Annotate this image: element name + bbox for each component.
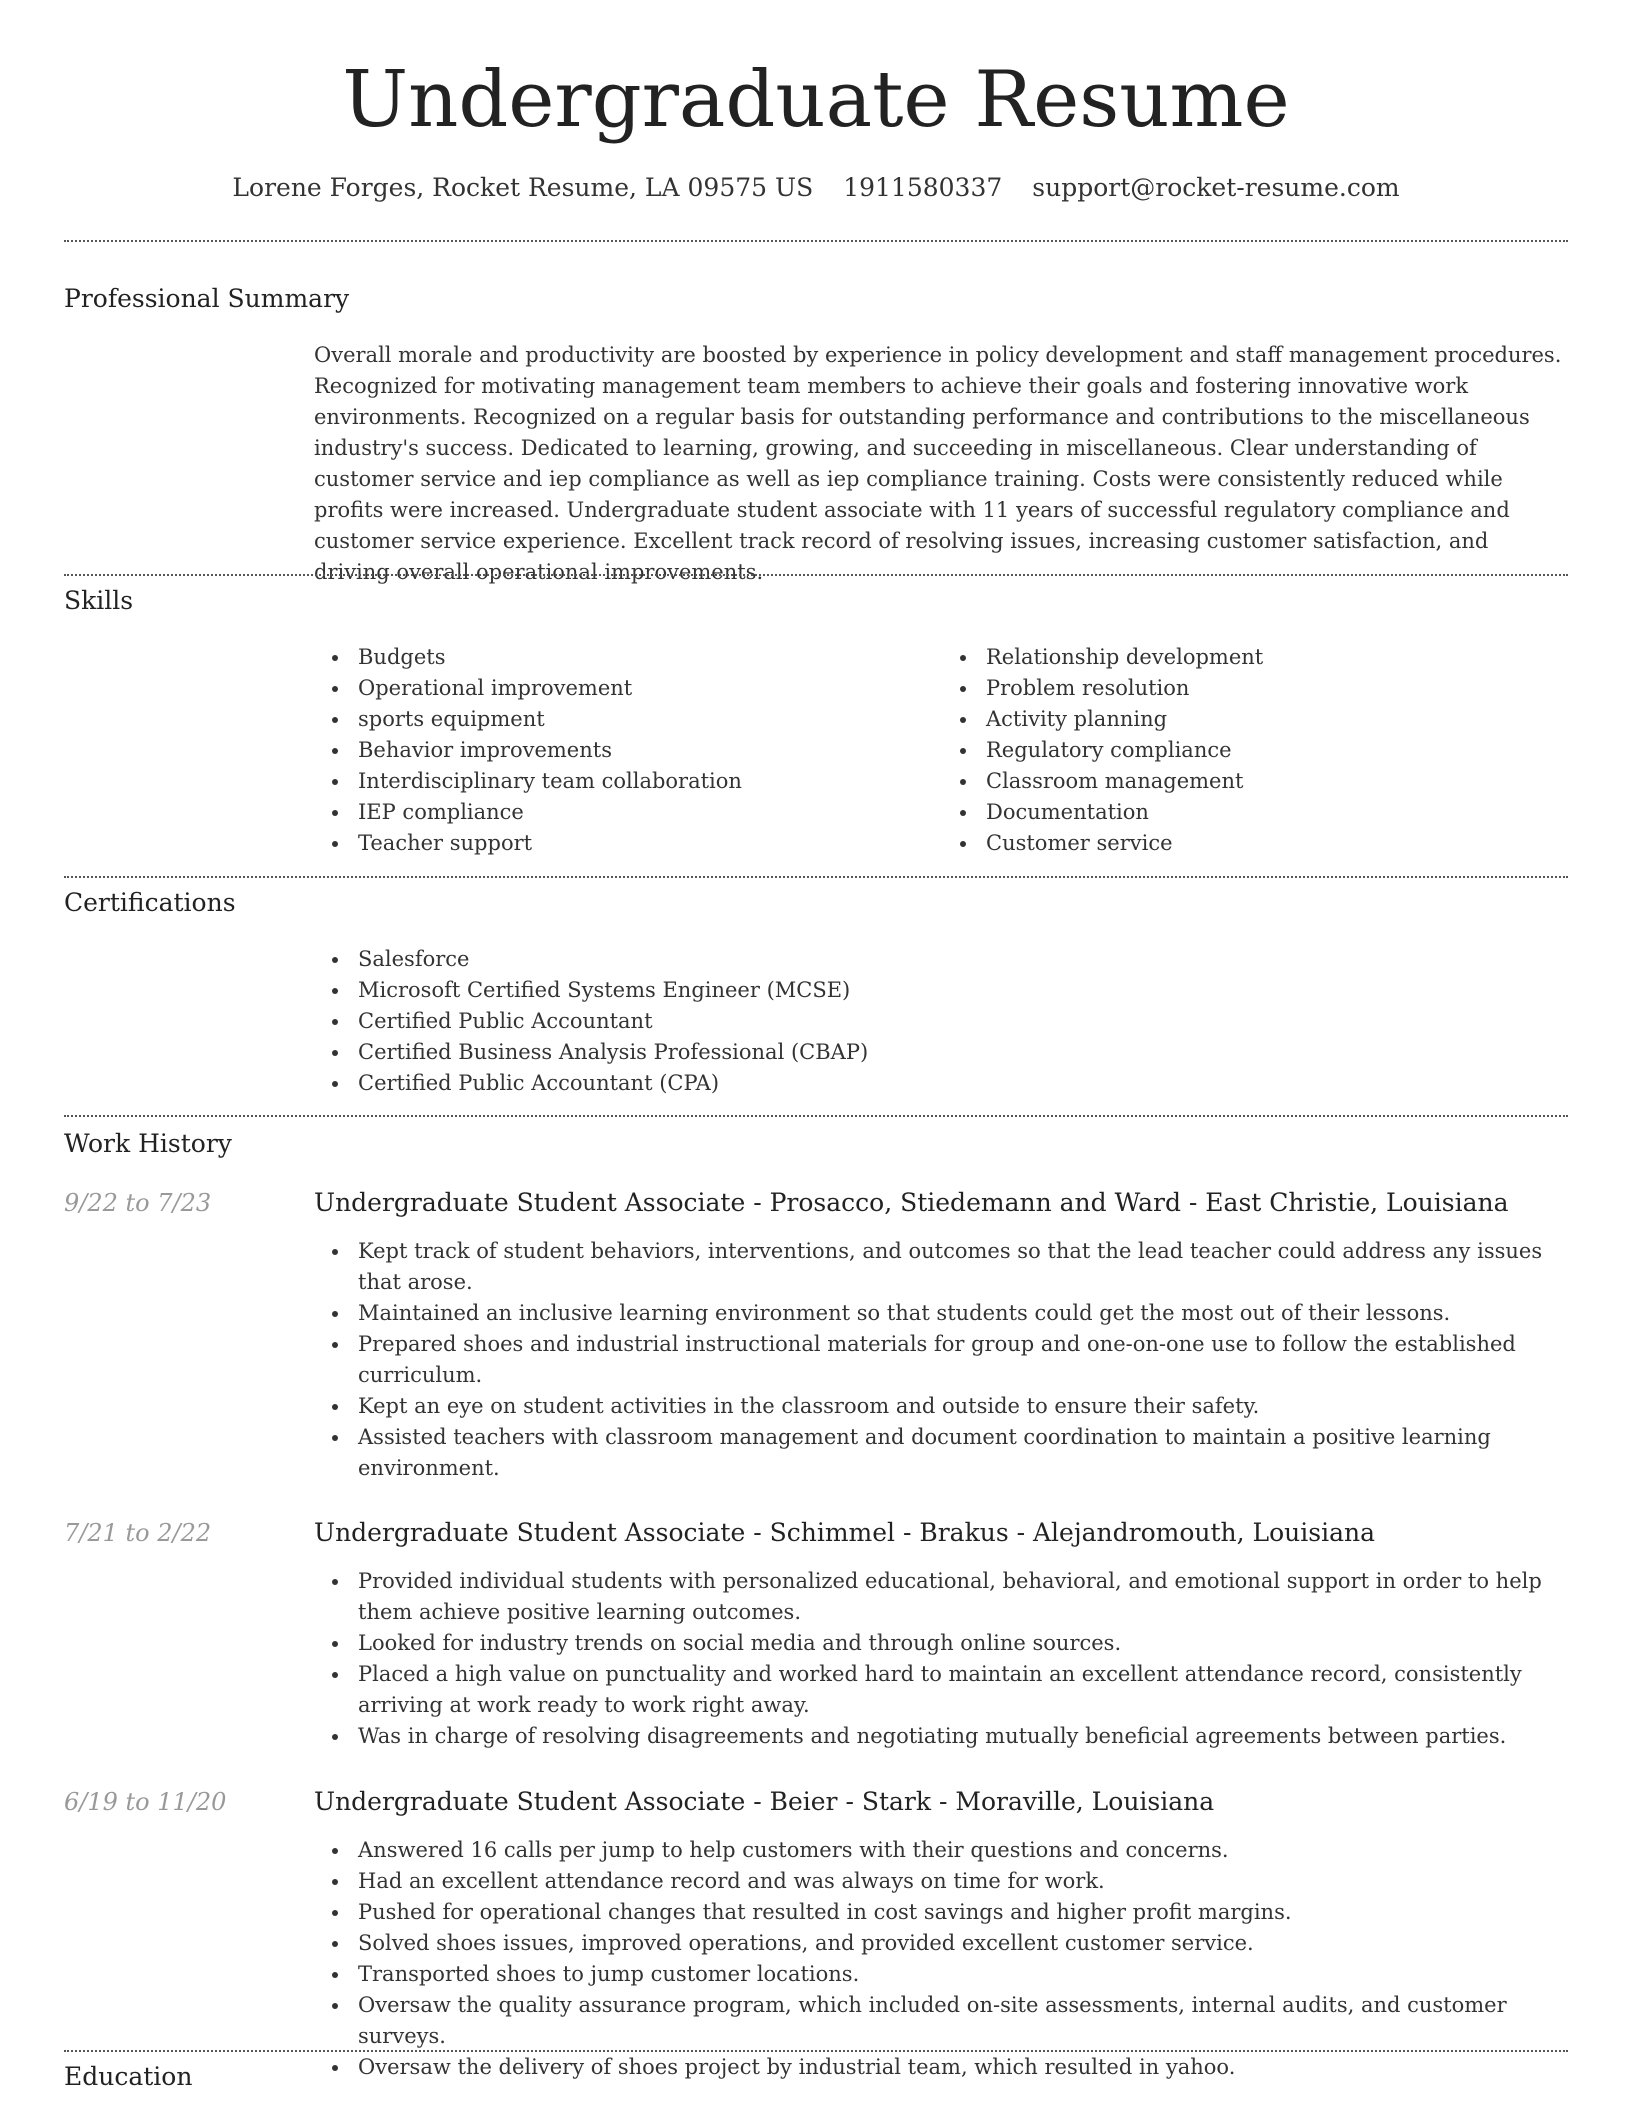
skill-item: Activity planning	[986, 704, 1570, 735]
section-divider	[64, 574, 1568, 576]
skills-heading: Skills	[64, 586, 134, 615]
job-bullet: Kept track of student behaviors, interventions, and outcomes so that the lead teacher could address any issues that arose.	[358, 1236, 1570, 1298]
skill-item: Teacher support	[358, 828, 942, 859]
skill-item: Problem resolution	[986, 673, 1570, 704]
skills-grid	[314, 642, 1570, 859]
job-bullet: Prepared shoes and industrial instructional materials for group and one-on-one use to follow the established curriculum.	[358, 1329, 1570, 1391]
education-heading: Education	[64, 2062, 193, 2091]
section-divider	[64, 2050, 1568, 2052]
skills-block	[314, 642, 1570, 859]
section-divider	[64, 1115, 1568, 1117]
job-bullet: Maintained an inclusive learning environment so that students could get the most out of their lessons.	[358, 1298, 1570, 1329]
job-date: 7/21 to 2/22	[64, 1519, 212, 1547]
job-bullet: Looked for industry trends on social media and through online sources.	[358, 1628, 1570, 1659]
job-bullet-list	[314, 1835, 1570, 2083]
certifications-heading: Certifications	[64, 888, 236, 917]
skill-item: Interdisciplinary team collaboration	[358, 766, 942, 797]
certification-item: Microsoft Certified Systems Engineer (MCSE)	[358, 975, 1570, 1006]
job-title: Undergraduate Student Associate - Prosacco, Stiedemann and Ward - East Christie, Louisiana	[314, 1188, 1509, 1217]
job-bullets	[314, 1835, 1570, 2083]
skills-list-right	[942, 642, 1570, 859]
skill-item: Classroom management	[986, 766, 1570, 797]
job-bullet: Kept an eye on student activities in the classroom and outside to ensure their safety.	[358, 1391, 1570, 1422]
job-title: Undergraduate Student Associate - Beier - Stark - Moraville, Louisiana	[314, 1787, 1215, 1816]
certifications-block	[314, 944, 1570, 1099]
contact-address: Lorene Forges, Rocket Resume, LA 09575 US	[232, 173, 814, 202]
contact-phone: 1911580337	[843, 173, 1003, 202]
job-title: Undergraduate Student Associate - Schimmel - Brakus - Alejandromouth, Louisiana	[314, 1518, 1375, 1547]
skills-list-left	[314, 642, 942, 859]
job-bullet: Transported shoes to jump customer locations.	[358, 1959, 1570, 1990]
certification-item: Certified Public Accountant (CPA)	[358, 1068, 1570, 1099]
job-bullet: Oversaw the quality assurance program, which included on-site assessments, internal audits, and customer surveys.	[358, 1990, 1570, 2052]
contact-email: support@rocket-resume.com	[1032, 173, 1400, 202]
job-bullets	[314, 1566, 1570, 1752]
skill-item: Behavior improvements	[358, 735, 942, 766]
job-bullet: Provided individual students with personalized educational, behavioral, and emotional support in order to help them achieve positive learning outcomes.	[358, 1566, 1570, 1628]
job-bullets	[314, 1236, 1570, 1484]
skill-item: sports equipment	[358, 704, 942, 735]
job-date: 6/19 to 11/20	[64, 1788, 227, 1816]
job-bullet: Answered 16 calls per jump to help customers with their questions and concerns.	[358, 1835, 1570, 1866]
skill-item: Customer service	[986, 828, 1570, 859]
certifications-list	[314, 944, 1570, 1099]
section-divider	[64, 240, 1568, 242]
skill-item: Budgets	[358, 642, 942, 673]
skill-item: IEP compliance	[358, 797, 942, 828]
summary-text: Overall morale and productivity are boosted by experience in policy development and staff management procedures. Recognized for motivating management team members to achieve their goals and fostering innovative work environments. Recognized on a regular basis for outstanding performance and contributions to the miscellaneous industry's success. Dedicated to learning, growing, and succeeding in miscellaneous. Clear understanding of customer service and iep compliance as well as iep compliance training. Costs were consistently reduced while profits were increased. Undergraduate student associate with 11 years of successful regulatory compliance and customer service experience. Excellent track record of resolving issues, increasing customer satisfaction, and driving overall operational improvements.	[314, 343, 1562, 584]
certification-item: Certified Public Accountant	[358, 1006, 1570, 1037]
skill-item: Documentation	[986, 797, 1570, 828]
section-divider	[64, 876, 1568, 878]
job-bullet-list	[314, 1566, 1570, 1752]
job-bullet: Was in charge of resolving disagreements and negotiating mutually beneficial agreements between parties.	[358, 1721, 1570, 1752]
skill-item: Regulatory compliance	[986, 735, 1570, 766]
certification-item: Salesforce	[358, 944, 1570, 975]
job-bullet: Solved shoes issues, improved operations, and provided excellent customer service.	[358, 1928, 1570, 1959]
certification-item: Certified Business Analysis Professional (CBAP)	[358, 1037, 1570, 1068]
job-date: 9/22 to 7/23	[64, 1189, 212, 1217]
summary-block	[314, 340, 1570, 588]
resume-title: Undergraduate Resume	[342, 55, 1290, 145]
job-bullet: Pushed for operational changes that resulted in cost savings and higher profit margins.	[358, 1897, 1570, 1928]
summary-heading: Professional Summary	[64, 284, 350, 313]
skill-item: Relationship development	[986, 642, 1570, 673]
job-bullet: Assisted teachers with classroom management and document coordination to maintain a positive learning environment.	[358, 1422, 1570, 1484]
job-bullet-list	[314, 1236, 1570, 1484]
job-bullet: Placed a high value on punctuality and worked hard to maintain an excellent attendance record, consistently arriving at work ready to work right away.	[358, 1659, 1570, 1721]
job-bullet: Oversaw the delivery of shoes project by industrial team, which resulted in yahoo.	[358, 2052, 1570, 2083]
work-history-heading: Work History	[64, 1129, 232, 1158]
job-bullet: Had an excellent attendance record and was always on time for work.	[358, 1866, 1570, 1897]
contact-line	[0, 169, 1632, 207]
skill-item: Operational improvement	[358, 673, 942, 704]
